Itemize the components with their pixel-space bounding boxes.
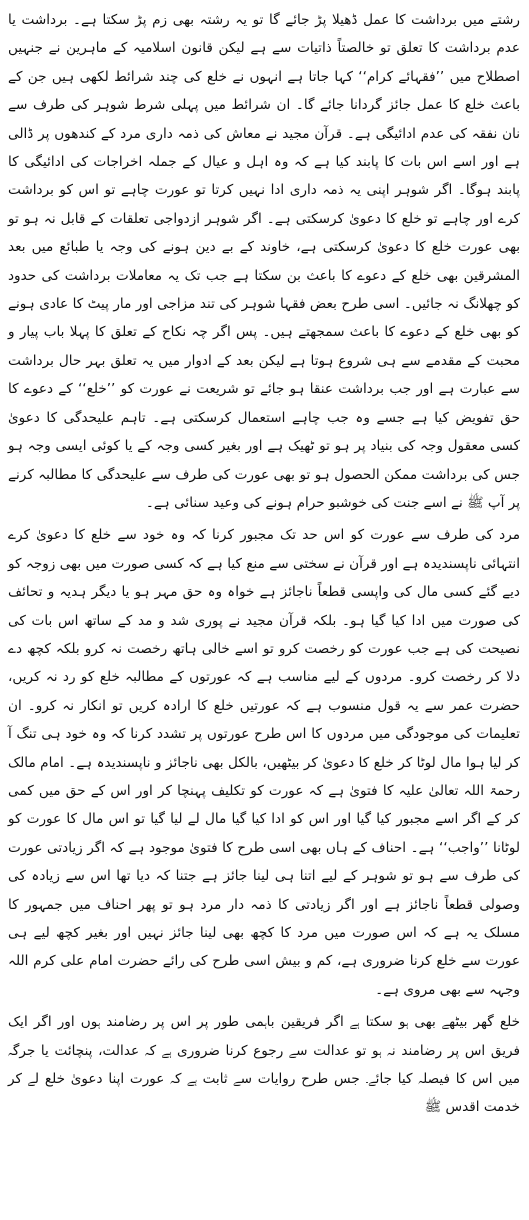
article-page [8,6,520,1214]
paragraph-mahr-return: مرد کی طرف سے عورت کو اس حد تک مجبور کرنا کہ وہ خود سے خلع کا دعویٰ کرے انتہائی ناپسندیدہ ہے اور قرآن نے سختی سے منع کیا ہے کہ کسی صورت میں بھی زوجہ کو دیے گئے کسی مال کی واپسی قطعاً ناجائز ہے خواہ وہ حق مہر ہو یا دیگر ہدیہ و تحائف کی صورت میں ادا کیا گیا ہو۔ بلکہ قرآن مجید نے پوری شد و مد کے ساتھ اس بات کی نصیحت کی ہے جب عورت کو رخصت کرو تو اسے خالی ہاتھ رخصت نہ کرو بلکہ کچھ دے دلا کر رخصت کرو۔ مردوں کے لیے مناسب ہے کہ عورتوں کے مطالبہ خلع کو رد نہ کریں، حضرت عمر سے یہ قول منسوب ہے کہ عورتیں خلع کا ارادہ کریں تو انکار نہ کرو۔ ان تعلیمات کی موجودگی میں مردوں کا اس طرح عورتوں پر تشدد کرنا کہ وہ خود ہی تنگ آ کر لیا ہوا مال لوٹا کر خلع کا دعویٰ کر بیٹھیں، بالکل بھی ناجائز و ناپسندیدہ ہے۔ امام مالک رحمۃ اللہ تعالیٰ علیہ کا فتویٰ ہے کہ عورت کو تکلیف پہنچا کر اور اس کے حق میں کمی کر کے اگر اسے مجبور کیا گیا اور اس کو ادا کیا گیا مال لے لیا گیا تو اس مال کا عورت کو لوٹانا ’’واجب‘‘ ہے۔ احناف کے ہاں بھی اسی طرح کا فتویٰ موجود ہے کہ اگر زیادتی عورت کی طرف سے ہو تو شوہر کے لیے اتنا ہی لینا جائز ہے جتنا کہ دیا تھا اس سے زیادہ کی وصولی قطعاً ناجائز ہے اور اگر زیادتی کا ذمہ دار مرد ہو تو پھر احناف میں جمہور کا مسلک یہ ہے کہ اس صورت میں مرد کا کچھ بھی لینا جائز نہیں اور بغیر کچھ لیے ہی عورت سے خلع کرنا ضروری ہے، کم و بیش اسی طرح کی رائے حضرت امام علی کرم اللہ وجہہ سے بھی مروی ہے۔ [8,527,520,998]
paragraph-khula-conditions: رشتے میں برداشت کا عمل ڈھیلا پڑ جائے گا تو یہ رشتہ بھی زم پڑ سکتا ہے۔ برداشت یا عدم برداشت کا تعلق تو خالصتاً ذاتیات سے ہے لیکن قانون اسلامیہ کے ماہرین نے جنہیں اصطلاح میں ’’فقہائے کرام‘‘ کہا جاتا ہے انہوں نے خلع کی چند شرائط لکھی ہیں جن کے باعث خلع کا عمل جائز گردانا جائے گا۔ ان شرائط میں پہلی شرط شوہر کی طرف سے نان نفقہ کی عدم ادائیگی ہے۔ قرآن مجید نے معاش کی ذمہ داری مرد کے کندھوں پر ڈالی ہے اور اسے اس بات کا پابند کیا ہے کہ وہ اہل و عیال کے جملہ اخراجات کی ادائیگی کا پابند ہوگا۔ اگر شوہر اپنی یہ ذمہ داری ادا نہیں کرتا تو عورت چاہے تو اس کو برداشت کرے اور چاہے تو خلع کا دعویٰ کرسکتی ہے۔ اگر شوہر ازدواجی تعلقات کے قابل نہ ہو تو بھی عورت خلع کا دعویٰ کرسکتی ہے، خاوند کے بے دین ہونے کی وجہ یا طبائع میں بعد المشرقین بھی خلع کے دعوے کا باعث بن سکتا ہے جب تک یہ معاملات برداشت کی حدود کو چھلانگ نہ جائیں۔ اسی طرح بعض فقہا شوہر کی تند مزاجی اور مار پیٹ کا عادی ہونے کو بھی خلع کے دعوے کا باعث سمجھتے ہیں۔ پس اگر چہ نکاح کے تعلق کا پہلا باب پیار و محبت کے مقدمے سے ہی شروع ہوتا ہے لیکن بعد کے ادوار میں یہ تعلق بہر حال برداشت سے عبارت ہے اور جب برداشت عنقا ہو جائے تو شریعت نے عورت کو ’’خلع‘‘ کے دعوے کا حق تفویض کیا ہے جسے وہ جب چاہے استعمال کرسکتی ہے۔ تاہم علیحدگی کا دعویٰ کسی معقول وجہ کی بنیاد پر ہو تو ٹھیک ہے اور بغیر کسی وجہ کے یا کوئی ایسی وجہ ہو جس کی برداشت ممکن الحصول ہو تو بھی عورت کی طرف سے علیحدگی کا مطالبہ کرنے پر آپ ﷺ نے اسے جنت کی خوشبو حرام ہونے کی وعید سنائی ہے۔ [8,12,520,511]
paragraph-court-procedure: خلع گھر بیٹھے بھی ہو سکتا ہے اگر فریقین باہمی طور پر اس پر رضامند ہوں اور اگر ایک فریق اس پر رضامند نہ ہو تو عدالت سے رجوع کرنا ضروری ہے کہ عدالت، پنچائت یا جرگہ میں اس کا فیصلہ کیا جائے۔ جس طرح روایات سے ثابت ہے کہ عورت اپنا دعویٰ خلع لے کر خدمت اقدس ﷺ [8,1014,520,1116]
